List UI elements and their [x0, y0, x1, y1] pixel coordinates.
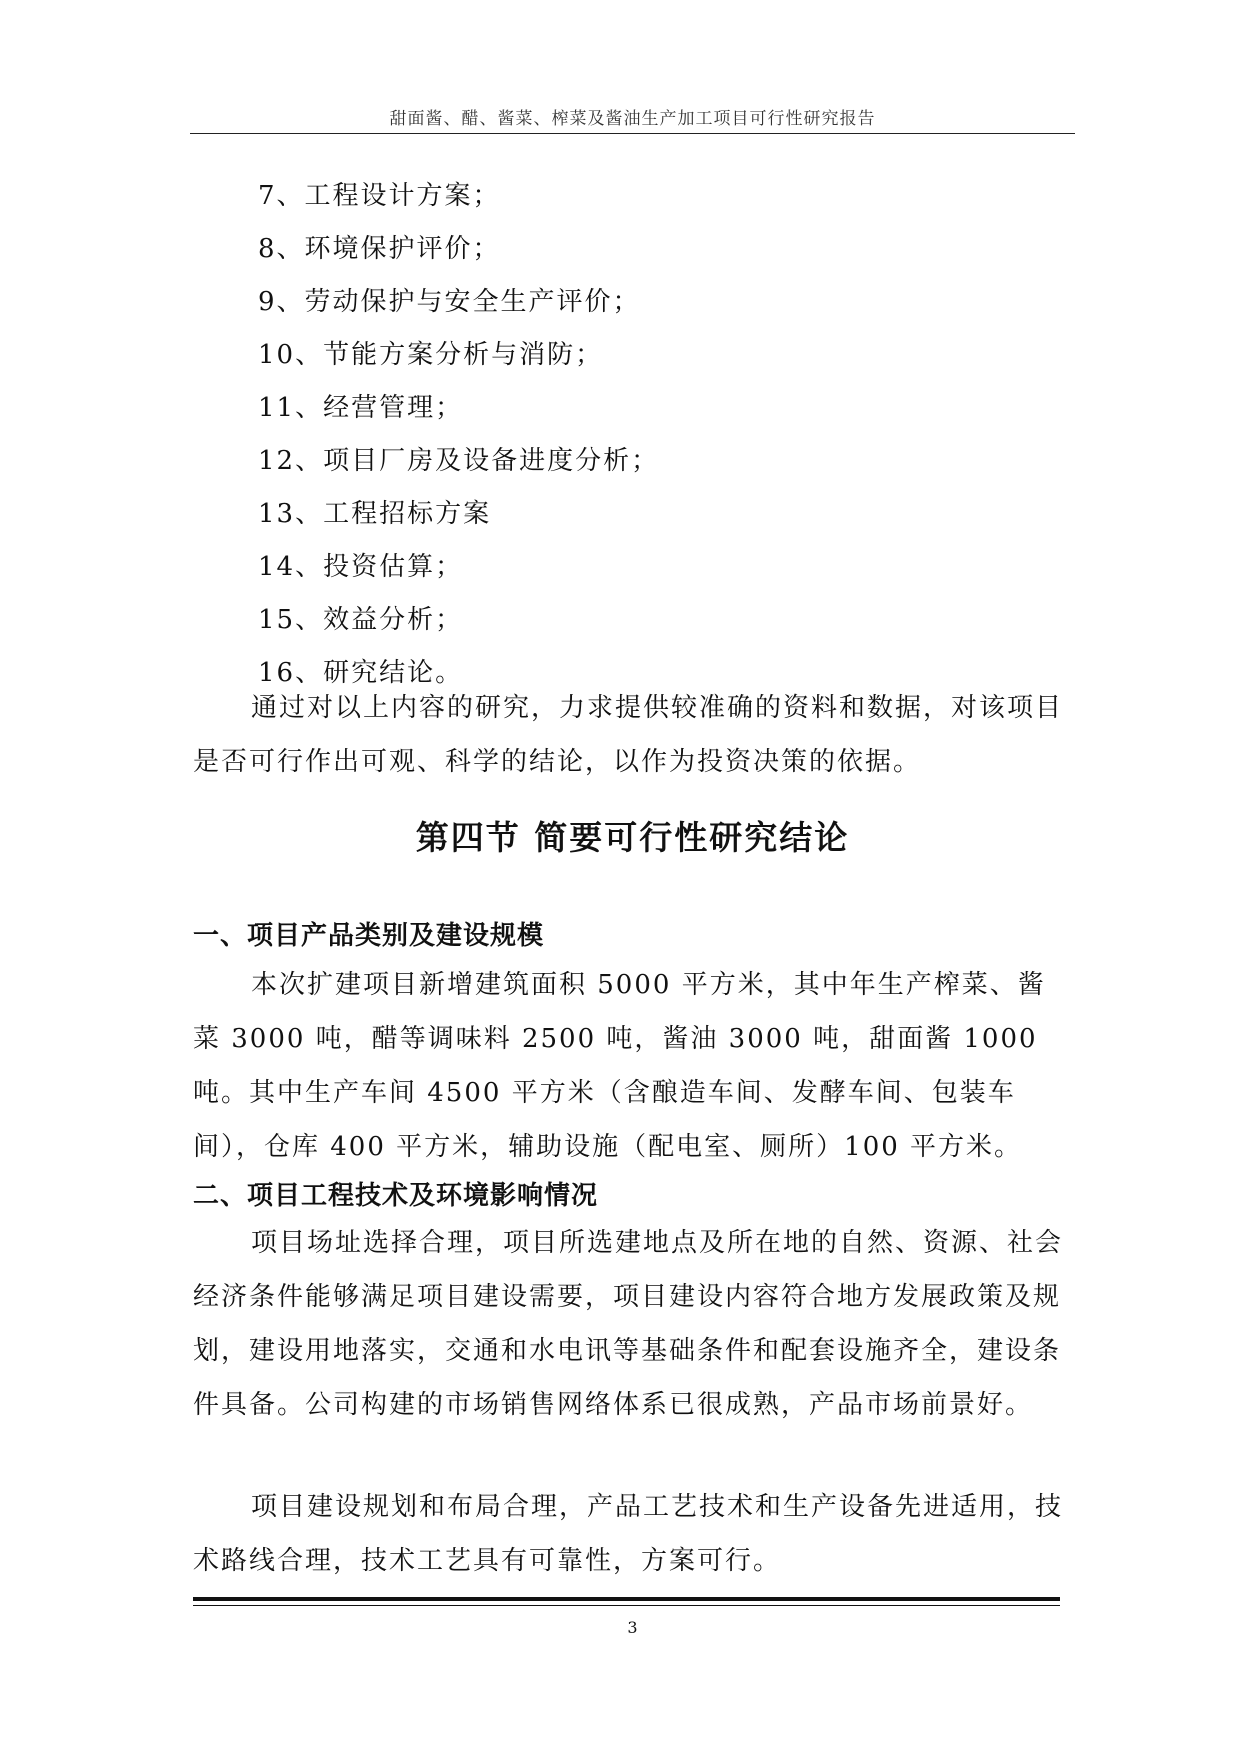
footer-divider-thin: [193, 1605, 1060, 1606]
list-item: 15、效益分析；: [258, 605, 464, 635]
list-item: 11、经营管理；: [258, 393, 464, 423]
list-item: 8、环境保护评价；: [258, 234, 501, 264]
list-item: 10、节能方案分析与消防；: [258, 340, 604, 370]
page-number: 3: [627, 1618, 638, 1637]
page-header-title: 甜面酱、醋、酱菜、榨菜及酱油生产加工项目可行性研究报告: [389, 109, 876, 129]
products-scale-paragraph: 本次扩建项目新增建筑面积 5000 平方米，其中年生产榨菜、酱菜 3000 吨，醋等调味料 2500 吨，酱油 3000 吨，甜面酱 1000 吨。其中生产车间 4500 平方米（含酿造车间、发酵车间、包装车间），仓库 400 平方米，辅助设施（配电室、厕所）100 平方米。: [193, 970, 1046, 1162]
subsection-heading-technology: 二、项目工程技术及环境影响情况: [193, 1181, 599, 1211]
list-item: 9、劳动保护与安全生产评价；: [258, 287, 641, 317]
list-item: 7、工程设计方案；: [258, 181, 501, 211]
site-conditions-paragraph: 项目场址选择合理，项目所选建地点及所在地的自然、资源、社会经济条件能够满足项目建设需要，项目建设内容符合地方发展政策及规划，建设用地落实，交通和水电讯等基础条件和配套设施齐全，建设条件具备。公司构建的市场销售网络体系已很成熟，产品市场前景好。: [193, 1228, 1064, 1420]
planning-layout-paragraph: 项目建设规划和布局合理，产品工艺技术和生产设备先进适用，技术路线合理，技术工艺具有可靠性，方案可行。: [193, 1492, 1064, 1576]
subsection-heading-products: 一、项目产品类别及建设规模: [193, 921, 545, 951]
list-item: 14、投资估算；: [258, 552, 464, 582]
research-content-list: [258, 170, 659, 700]
header-divider: [190, 133, 1075, 134]
section-title: 第四节 简要可行性研究结论: [415, 818, 850, 857]
list-item: 12、项目厂房及设备进度分析；: [258, 446, 660, 476]
list-item: 13、工程招标方案: [258, 499, 492, 529]
list-item: 16、研究结论。: [258, 658, 464, 688]
intro-paragraph: 通过对以上内容的研究，力求提供较准确的资料和数据，对该项目是否可行作出可观、科学的结论，以作为投资决策的依据。: [193, 693, 1064, 777]
footer-divider-thick: [193, 1597, 1060, 1601]
